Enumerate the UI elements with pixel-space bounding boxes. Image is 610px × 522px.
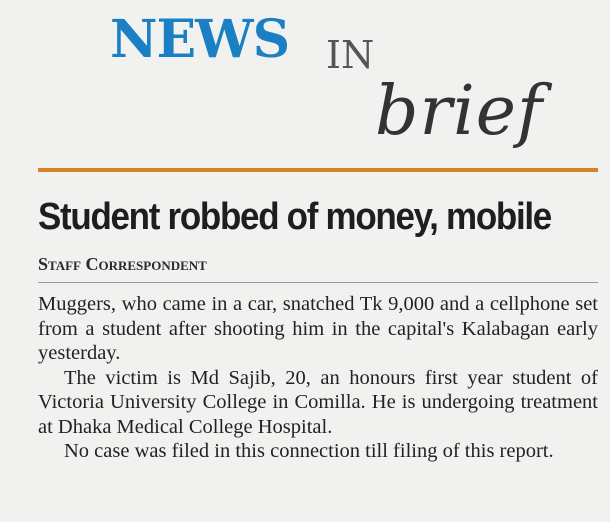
- byline-divider: [38, 282, 598, 283]
- masthead-brief-word: brief: [375, 72, 544, 151]
- masthead-in-word: IN: [326, 33, 375, 77]
- masthead-news-word: NEWS: [110, 9, 290, 70]
- section-masthead: [0, 0, 610, 170]
- article-paragraph: The victim is Md Sajib, 20, an honours first year student of Victoria University College in Comilla. He is undergoing treatment at Dhaka Medical College Hospital.: [38, 366, 598, 438]
- article-paragraph: Muggers, who came in a car, snatched Tk 9,000 and a cellphone set from a student after shooting him in the capital's Kalabagan early yesterday.: [38, 293, 598, 364]
- article-headline: Student robbed of money, mobile: [38, 196, 551, 238]
- article-byline: Staff Correspondent: [38, 254, 207, 274]
- section-divider: [38, 168, 598, 172]
- article-body: [38, 292, 598, 464]
- article-paragraph: No case was filed in this connection till filing of this report.: [64, 440, 554, 462]
